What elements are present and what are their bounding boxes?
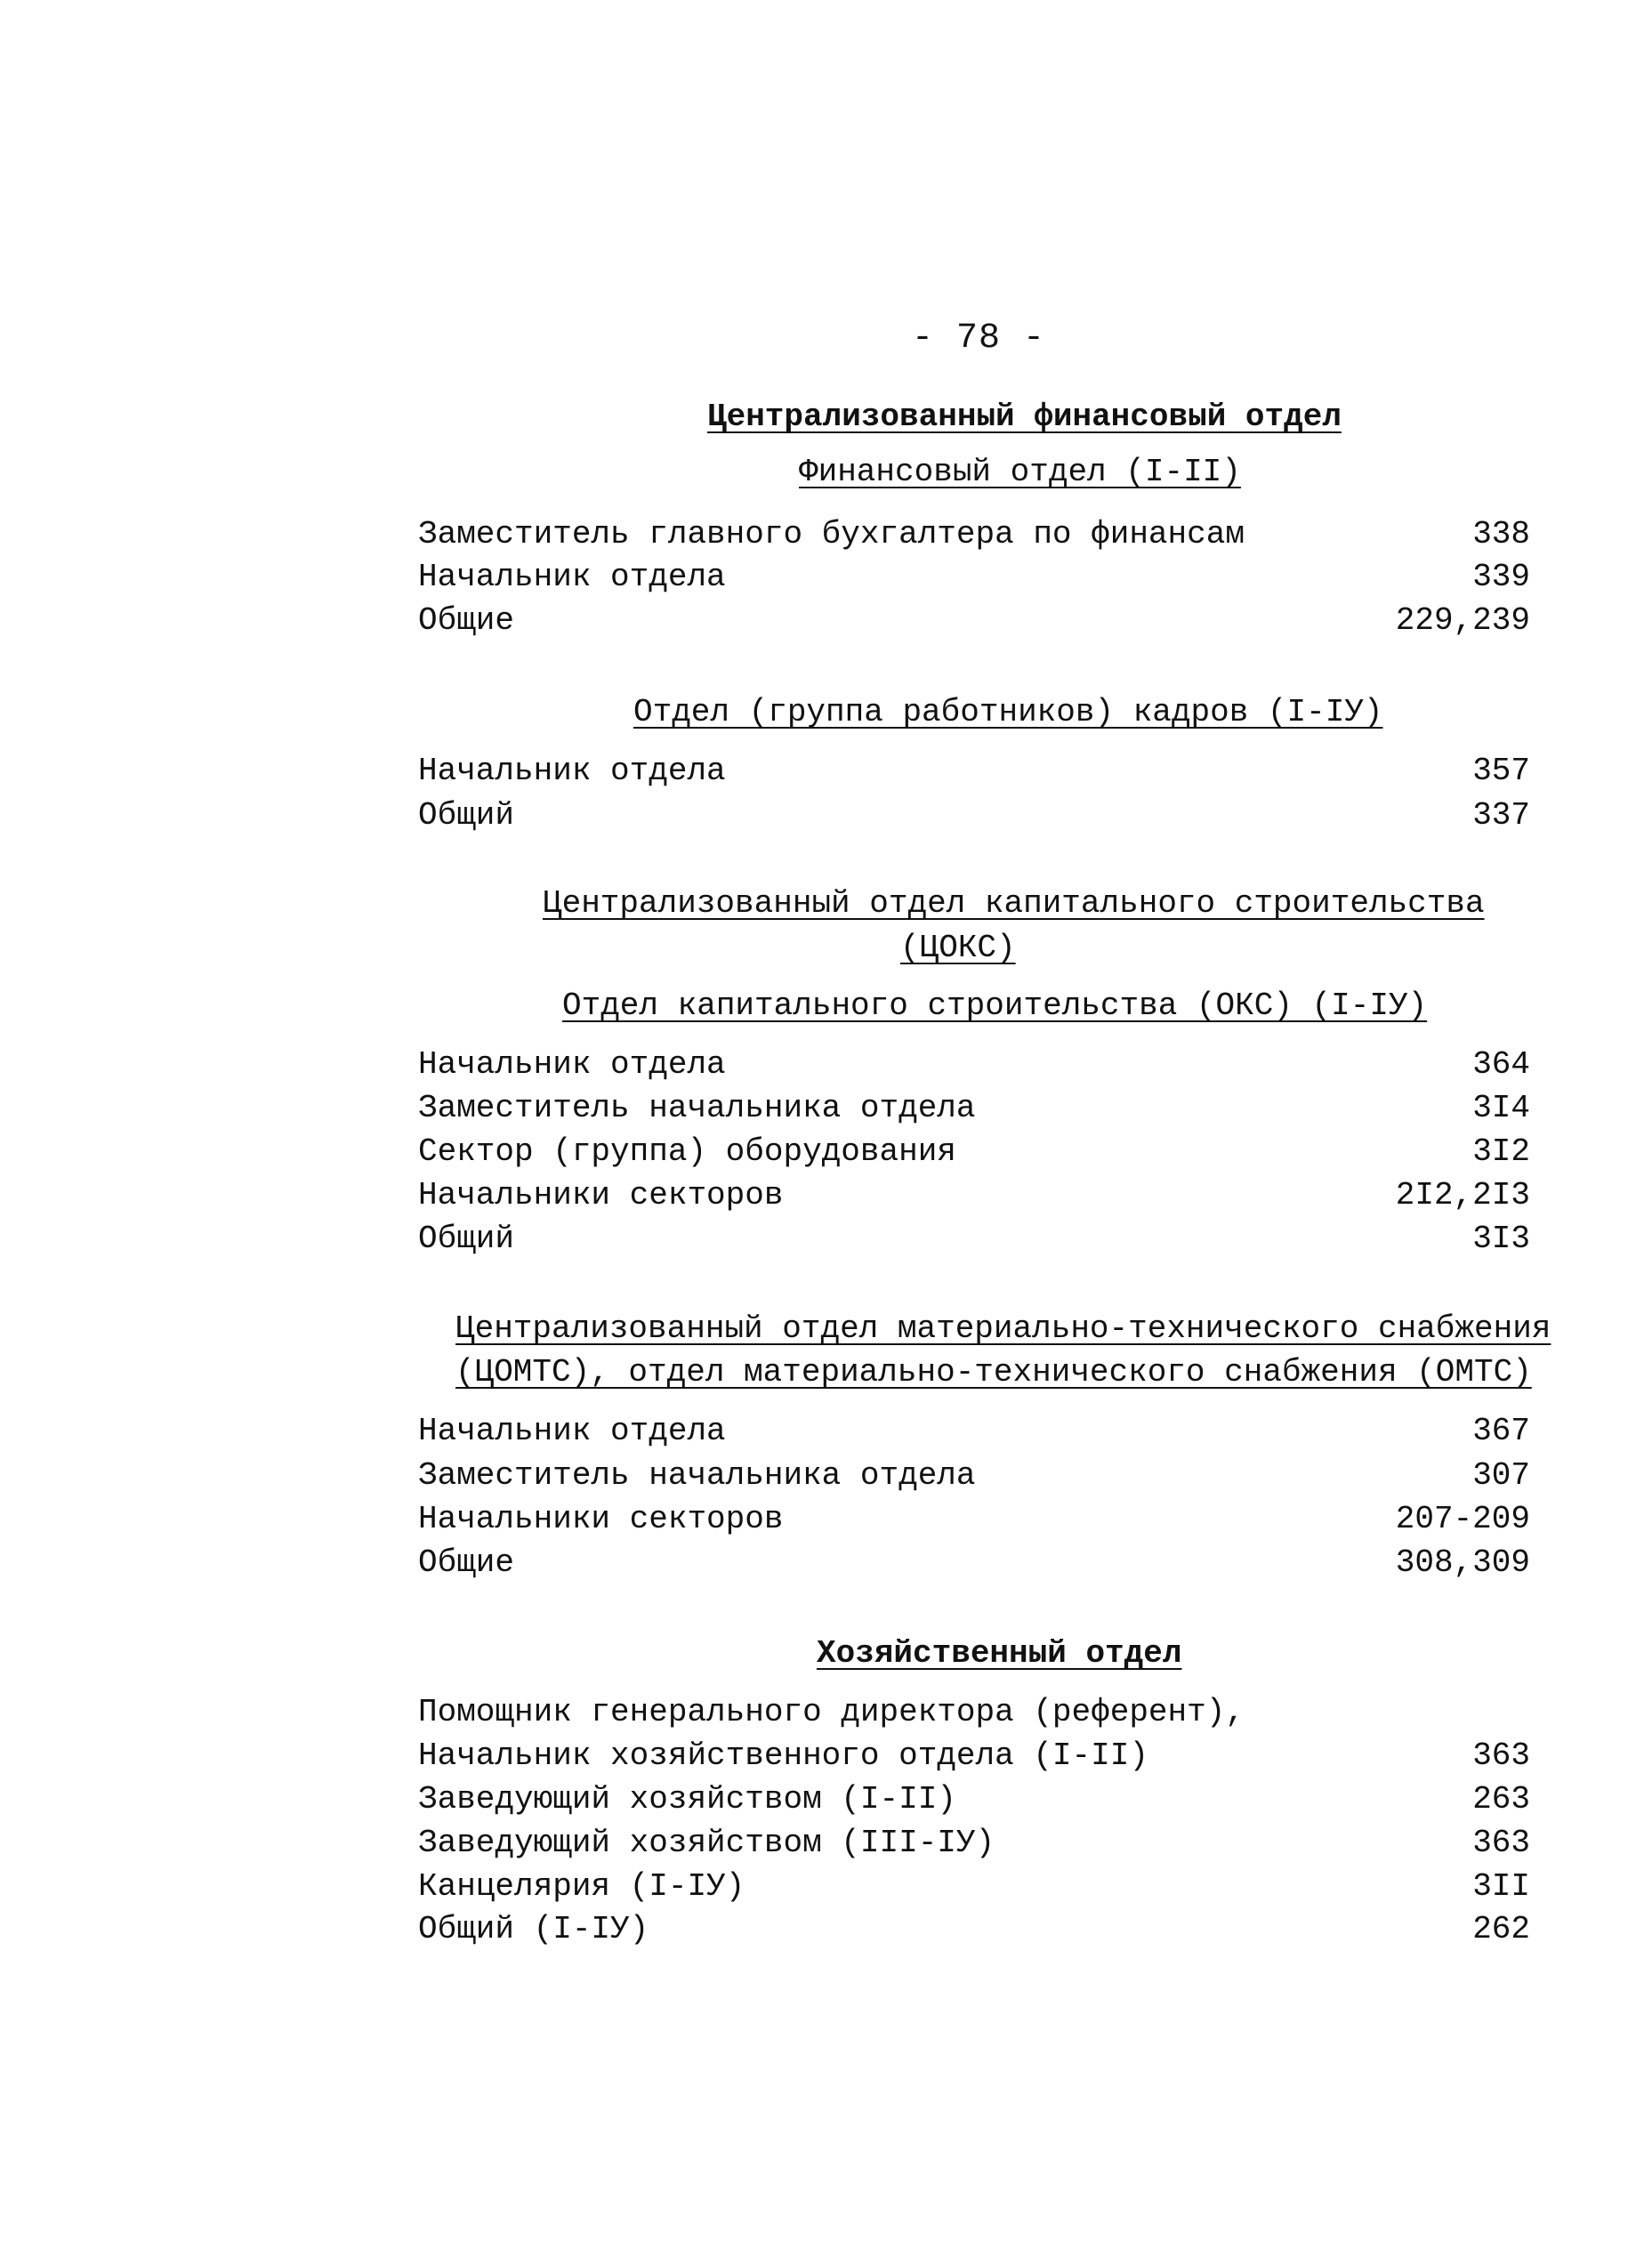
list-item	[418, 1090, 1530, 1133]
subsection-heading: Финансовый отдел (I-II)	[799, 454, 1241, 490]
item-label: Заведующий хозяйством (III-IУ)	[418, 1825, 995, 1861]
item-code: 3II	[1472, 1868, 1530, 1905]
list-item	[418, 1694, 1530, 1737]
item-label: Заместитель начальника отдела	[418, 1090, 976, 1126]
item-code: 363	[1472, 1737, 1530, 1774]
item-label: Заведующий хозяйством (I-II)	[418, 1781, 956, 1818]
item-code: 207-209	[1395, 1501, 1530, 1537]
item-label: Начальник отдела	[418, 559, 726, 595]
list-item	[418, 1221, 1530, 1263]
page-number: - 78 -	[911, 318, 1046, 359]
item-code: 262	[1472, 1911, 1530, 1947]
item-label: Общие	[418, 1544, 515, 1581]
list-item	[418, 797, 1530, 840]
item-code: 364	[1472, 1046, 1530, 1083]
item-label: Заместитель главного бухгалтера по финансам	[418, 516, 1245, 552]
item-code: 363	[1472, 1825, 1530, 1861]
item-code: 3I4	[1472, 1090, 1530, 1126]
section-heading: Централизованный финансовый отдел	[707, 399, 1342, 435]
list-item	[418, 1133, 1530, 1176]
item-code: 307	[1472, 1457, 1530, 1494]
item-code: 367	[1472, 1413, 1530, 1449]
list-item	[418, 1413, 1530, 1455]
list-item	[418, 1046, 1530, 1089]
list-item	[418, 1825, 1530, 1867]
item-label: Канцелярия (I-IУ)	[418, 1868, 745, 1905]
item-code: 3I3	[1472, 1221, 1530, 1257]
list-item	[418, 1501, 1530, 1544]
item-code: 3I2	[1472, 1133, 1530, 1170]
list-item	[418, 753, 1530, 795]
item-label: Начальник отдела	[418, 1413, 726, 1449]
list-item	[418, 516, 1530, 559]
item-label: Заместитель начальника отдела	[418, 1457, 976, 1494]
section-heading-abbr: (ЦОКС)	[900, 930, 1016, 966]
item-code: 308,309	[1395, 1544, 1530, 1581]
item-code: 263	[1472, 1781, 1530, 1818]
list-item	[418, 1544, 1530, 1587]
item-label: Общий	[418, 1221, 515, 1257]
list-item	[418, 559, 1530, 601]
item-label: Сектор (группа) оборудования	[418, 1133, 956, 1170]
item-code: 339	[1472, 559, 1530, 595]
item-label: Общие	[418, 602, 515, 639]
item-label: Начальники секторов	[418, 1501, 784, 1537]
list-item	[418, 1737, 1530, 1780]
list-item	[418, 1868, 1530, 1911]
item-label: Начальник отдела	[418, 753, 726, 789]
item-label: Начальники секторов	[418, 1177, 784, 1213]
item-code: 2I2,2I3	[1395, 1177, 1530, 1213]
section-heading: Централизованный отдел материально-технического снабжения	[455, 1310, 1551, 1347]
item-label: Начальник отдела	[418, 1046, 726, 1083]
item-label: Общий	[418, 797, 515, 834]
item-code: 337	[1472, 797, 1530, 834]
list-item	[418, 1177, 1530, 1220]
list-item	[418, 602, 1530, 645]
section-heading: Отдел (группа работников) кадров (I-IУ)	[633, 694, 1383, 730]
subsection-heading: Отдел капитального строительства (ОКС) (I-IУ)	[562, 987, 1428, 1024]
item-label: Помощник генерального директора (референт),	[418, 1694, 1245, 1730]
item-code: 357	[1472, 753, 1530, 789]
item-code: 338	[1472, 516, 1530, 552]
item-code: 229,239	[1395, 602, 1530, 639]
section-heading-abbr: (ЦОМТС), отдел материально-технического снабжения (ОМТС)	[455, 1354, 1532, 1390]
list-item	[418, 1911, 1530, 1954]
section-heading: Централизованный отдел капитального строительства	[543, 885, 1485, 922]
item-label: Начальник хозяйственного отдела (I-II)	[418, 1737, 1148, 1774]
list-item	[418, 1457, 1530, 1500]
item-label: Общий (I-IУ)	[418, 1911, 649, 1947]
list-item	[418, 1781, 1530, 1824]
section-heading: Хозяйственный отдел	[817, 1635, 1182, 1672]
